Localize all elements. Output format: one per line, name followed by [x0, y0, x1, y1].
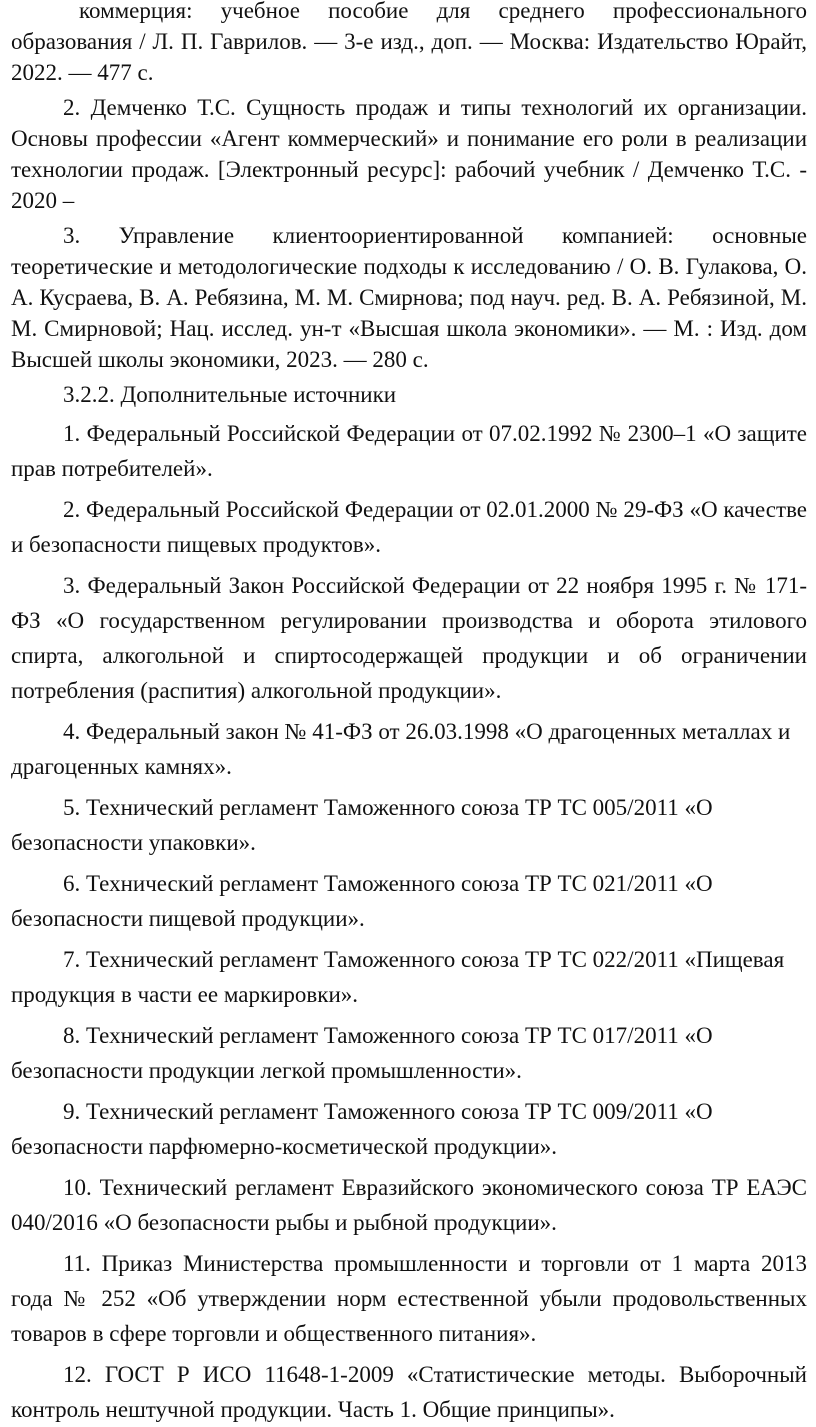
- additional-source-1: 1. Федеральный Российской Федерации от 07.02.1992 № 2300–1 «О защите прав потребителей».: [11, 421, 807, 481]
- section-heading: 3.2.2. Дополнительные источники: [63, 382, 397, 407]
- additional-source-6: 6. Технический регламент Таможенного союза ТР ТС 021/2011 «О безопасности пищевой продукции».: [11, 871, 713, 931]
- main-source-2: 2. Демченко Т.С. Сущность продаж и типы технологий их организации. Основы профессии «Агент коммерческий» и понимание его роли в реализации технологии продаж. [Электронный ресурс]: рабочий учебник / Демченко Т.С. - 2020 –: [11, 95, 807, 213]
- additional-source-3: 3. Федеральный Закон Российской Федерации от 22 ноября 1995 г. № 171-ФЗ «О государственном регулировании производства и оборота этилового спирта, алкогольной и спиртосодержащей продукции и об ограничении потребления (распития) алкогольной продукции».: [11, 573, 807, 703]
- additional-source-2: 2. Федеральный Российской Федерации от 02.01.2000 № 29-ФЗ «О качестве и безопасности пищевых продуктов».: [11, 497, 807, 557]
- additional-source-11: 11. Приказ Министерства промышленности и торговли от 1 марта 2013 года № 252 «Об утверждении норм естественной убыли продовольственных товаров в сфере торговли и общественного питания».: [11, 1251, 807, 1346]
- additional-source-10: 10. Технический регламент Евразийского экономического союза ТР ЕАЭС 040/2016 «О безопасности рыбы и рыбной продукции».: [11, 1175, 807, 1235]
- main-source-3: 3. Управление клиентоориентированной компанией: основные теоретические и методологические подходы к исследованию / О. В. Гулакова, О. А. Кусраева, В. А. Ребязина, М. М. Смирнова; под науч. ред. В. А. Ребязиной, М. М. Смирновой; Нац. исслед. ун-т «Высшая школа экономики». — М. : Изд. дом Высшей школы экономики, 2023. — 280 с.: [11, 223, 807, 372]
- additional-source-9: 9. Технический регламент Таможенного союза ТР ТС 009/2011 «О безопасности парфюмерно-косметической продукции».: [11, 1099, 713, 1159]
- additional-source-12: 12. ГОСТ Р ИСО 11648-1-2009 «Статистические методы. Выборочный контроль нештучной продукции. Часть 1. Общие принципы».: [11, 1362, 807, 1422]
- additional-source-7: 7. Технический регламент Таможенного союза ТР ТС 022/2011 «Пищевая продукция в части ее маркировки».: [11, 947, 785, 1007]
- additional-sources-list: [11, 416, 807, 1427]
- additional-source-8: 8. Технический регламент Таможенного союза ТР ТС 017/2011 «О безопасности продукции легкой промышленности».: [11, 1023, 713, 1083]
- additional-source-5: 5. Технический регламент Таможенного союза ТР ТС 005/2011 «О безопасности упаковки».: [11, 795, 713, 855]
- additional-source-4: 4. Федеральный закон № 41-ФЗ от 26.03.1998 «О драгоценных металлах и драгоценных камнях».: [11, 719, 791, 779]
- reference-fragment: коммерция: учебное пособие для среднего профессионального образования / Л. П. Гаврилов. — 3-е изд., доп. — Москва: Издательство Юрайт, 2022. — 477 с.: [11, 0, 807, 85]
